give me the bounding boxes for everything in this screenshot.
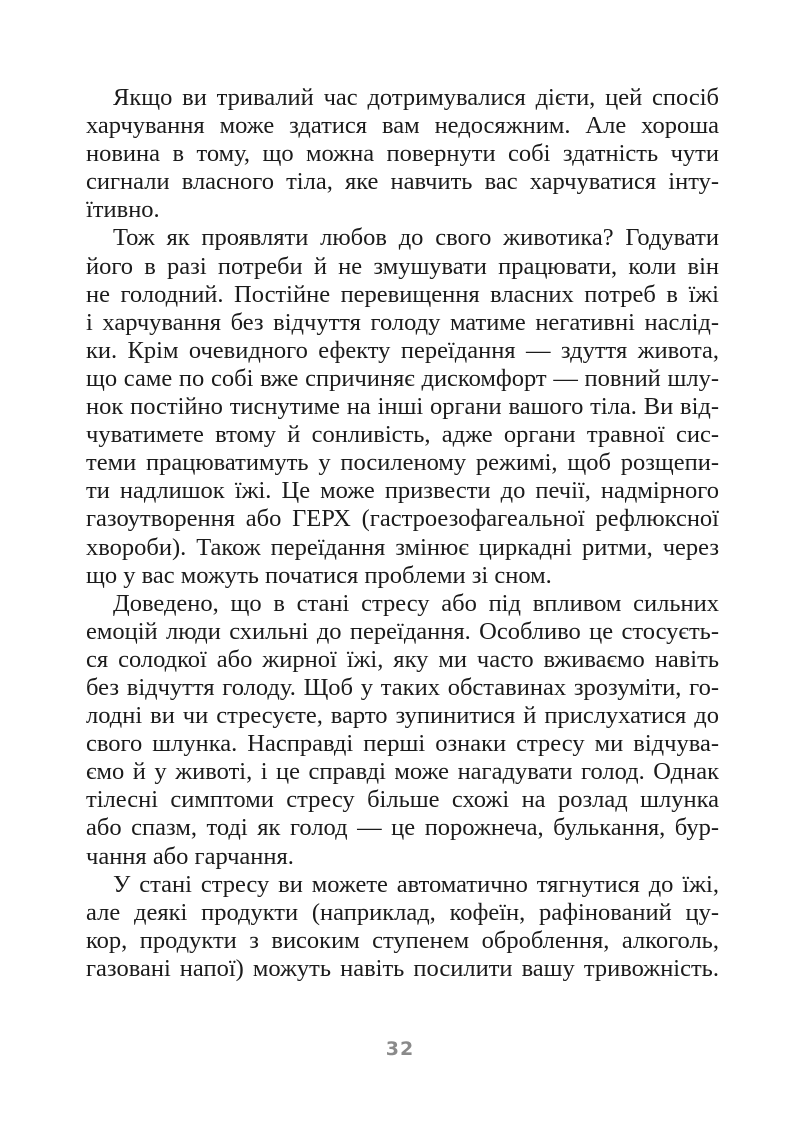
- text-line: новина в тому, що можна повернути собі здатність чути: [86, 140, 719, 168]
- text-line: ти надлишок їжі. Це може призвести до печії, надмірного: [86, 477, 719, 505]
- text-line: лодні ви чи стресуєте, варто зупинитися й прислухатися до: [86, 702, 719, 730]
- text-line: його в разі потреби й не змушувати працювати, коли він: [86, 252, 719, 280]
- text-line: газоутворення або ГЕРХ (гастроезофагеальної рефлюксної: [86, 505, 719, 533]
- paragraph-4: [86, 871, 719, 983]
- text-line: що у вас можуть початися проблеми зі сном.: [86, 561, 552, 589]
- text-line: сигнали власного тіла, яке навчить вас харчуватися інту-: [86, 168, 719, 196]
- text-line: і харчування без відчуття голоду матиме негативні наслід-: [86, 308, 719, 336]
- text-line: але деякі продукти (наприклад, кофеїн, рафінований цу-: [86, 898, 719, 926]
- text-line: ки. Крім очевидного ефекту переїдання — здуття живота,: [86, 336, 719, 364]
- text-line: свого шлунка. Насправді перші ознаки стресу ми відчува-: [86, 730, 719, 758]
- paragraph-2: [86, 224, 719, 589]
- text-line: Доведено, що в стані стресу або під впливом сильних: [113, 589, 719, 617]
- paragraph-1: [86, 84, 719, 224]
- text-line: ємо й у животі, і це справді може нагадувати голод. Однак: [86, 758, 719, 786]
- text-line: харчування може здатися вам недосяжним. Але хороша: [86, 112, 719, 140]
- paragraph-3: [86, 590, 719, 871]
- text-line: чуватимете втому й сонливість, адже органи травної сис-: [86, 421, 719, 449]
- page-body: [86, 84, 719, 983]
- text-line: без відчуття голоду. Щоб у таких обставинах зрозуміти, го-: [86, 673, 719, 701]
- text-line: хвороби). Також переїдання змінює циркадні ритми, через: [86, 533, 719, 561]
- text-line: не голодний. Постійне перевищення власних потреб в їжі: [86, 280, 719, 308]
- text-line: чання або гарчання.: [86, 842, 294, 870]
- text-line: кор, продукти з високим ступенем оброблення, алкоголь,: [86, 926, 719, 954]
- text-line: У стані стресу ви можете автоматично тягнутися до їжі,: [113, 870, 719, 898]
- text-line: емоцій люди схильні до переїдання. Особливо це стосуєть-: [86, 617, 719, 645]
- text-line: нок постійно тиснутиме на інші органи вашого тіла. Ви від-: [86, 393, 719, 421]
- text-line: газовані напої) можуть навіть посилити вашу тривожність.: [86, 954, 719, 982]
- text-line: Тож як проявляти любов до свого животика? Годувати: [113, 224, 719, 252]
- text-line: Якщо ви тривалий час дотримувалися дієти, цей спосіб: [113, 84, 719, 111]
- page-number: 32: [385, 1038, 415, 1060]
- text-line: ся солодкої або жирної їжі, яку ми часто вживаємо навіть: [86, 645, 719, 673]
- text-line: тілесні симптоми стресу більше схожі на розлад шлунка: [86, 786, 719, 814]
- text-line: що саме по собі вже спричиняє дискомфорт — повний шлу-: [86, 364, 719, 392]
- text-line: їтивно.: [86, 196, 160, 224]
- text-line: теми працюватимуть у посиленому режимі, щоб розщепи-: [86, 449, 719, 477]
- text-line: або спазм, тоді як голод — це порожнеча, булькання, бур-: [86, 814, 719, 842]
